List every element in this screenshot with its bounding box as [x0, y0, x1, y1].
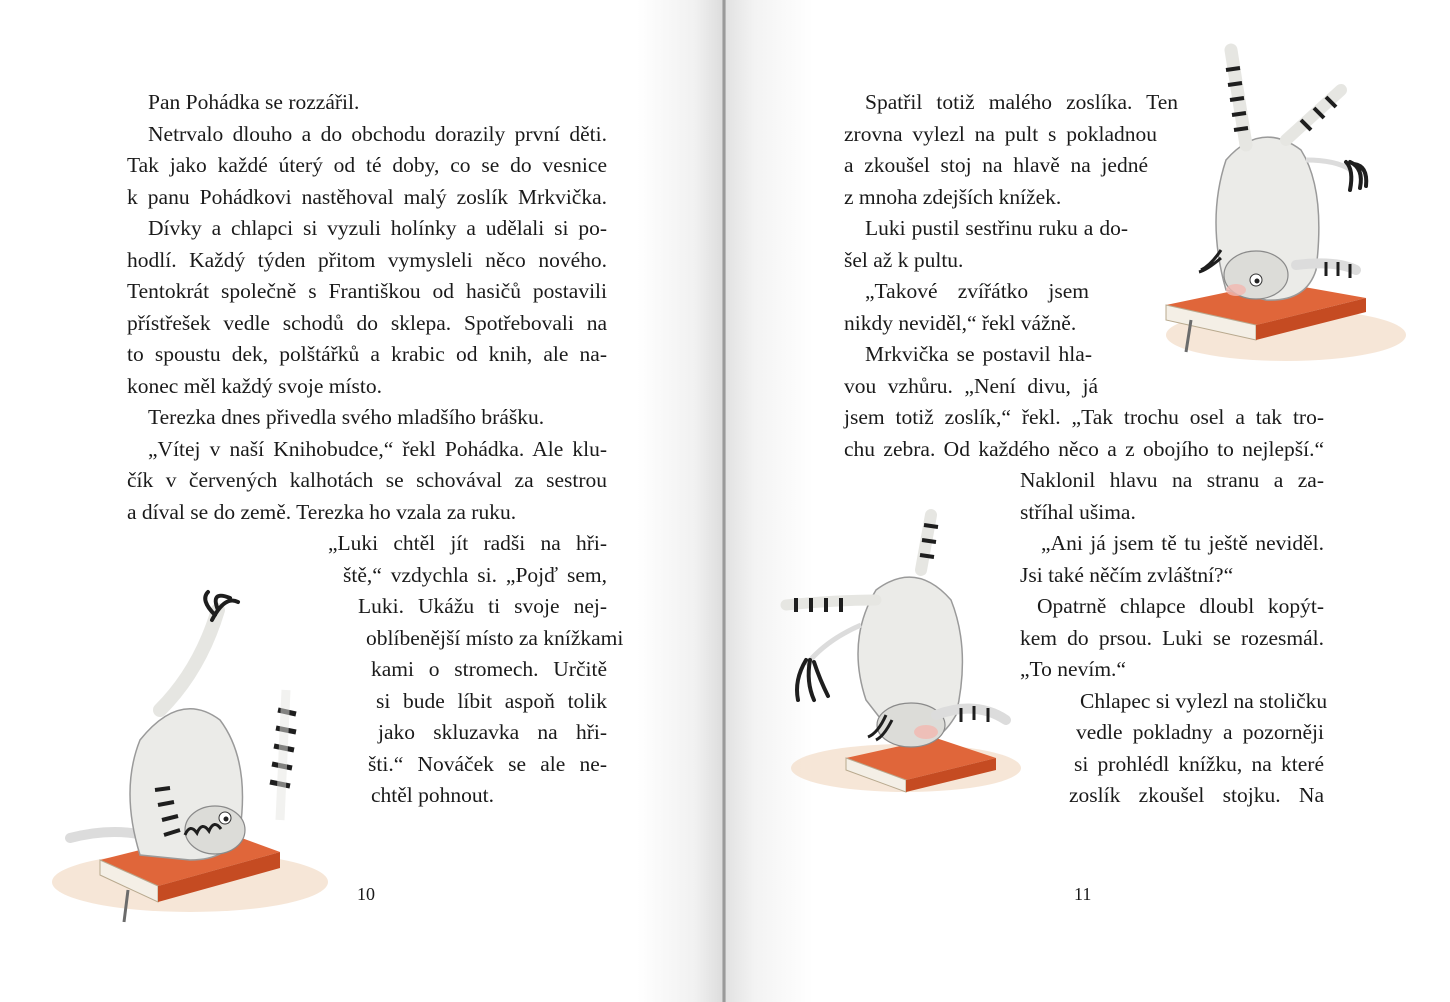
text-line: „Ani já jsem tě tu ještě neviděl.: [1041, 531, 1324, 555]
text-line: Mrkvička se postavil hla-: [865, 342, 1092, 366]
text-line: „Vítej v naší Knihobudce,“ řekl Pohádka. Ale klu-: [148, 437, 607, 461]
text-line: přístřešek vedle schodů do sklepa. Spotřebovali na: [127, 311, 607, 335]
text-line: Luki pustil sestřinu ruku a do-: [865, 216, 1128, 240]
text-line: to spoustu dek, polštářků a krabic od knih, ale na-: [127, 342, 607, 366]
text-line: si prohlédl knížku, na které: [1074, 752, 1324, 776]
text-line: a díval se do země. Terezka ho vzala za ruku.: [127, 500, 517, 524]
text-line: hodlí. Každý týden přitom vymysleli něco nového.: [127, 248, 607, 272]
text-line: si bude líbit aspoň tolik: [376, 689, 607, 713]
zoslik-headstand-bottom-illustration: [766, 500, 1036, 800]
text-line: kem do prsou. Luki se rozesmál.: [1020, 626, 1324, 650]
text-line: jako skluzavka na hři-: [378, 720, 607, 744]
text-line: „To nevím.“: [1020, 657, 1126, 681]
text-line: vou vzhůru. „Není divu, já: [844, 374, 1098, 398]
text-line: konec měl každý svoje místo.: [127, 374, 382, 398]
text-line: Luki. Ukážu ti svoje nej-: [358, 594, 607, 618]
left-page: [0, 0, 724, 1002]
right-page: [726, 0, 1450, 1002]
text-line: z mnoha zdejších knížek.: [844, 185, 1062, 209]
text-line: Netrvalo dlouho a do obchodu dorazily první děti.: [148, 122, 607, 146]
text-line: jsem totiž zoslík,“ řekl. „Tak trochu osel a tak tro-: [844, 405, 1324, 429]
text-line: Terezka dnes přivedla svého mladšího brášku.: [148, 405, 545, 429]
text-line: šel až k pultu.: [844, 248, 964, 272]
text-line: Dívky a chlapci si vyzuli holínky a udělali si po-: [148, 216, 607, 240]
text-line: oblíbenější místo za knížkami: [366, 626, 624, 650]
text-line: „Takové zvířátko jsem: [865, 279, 1089, 303]
text-line: chu zebra. Od každého něco a z obojího to nejlepší.“: [844, 437, 1324, 461]
page-number: 11: [1074, 884, 1092, 904]
text-line: vedle pokladny a pozorněji: [1076, 720, 1324, 744]
text-line: ště,“ vzdychla si. „Pojď sem,: [343, 563, 607, 587]
text-line: Chlapec si vylezl na stoličku: [1080, 689, 1328, 713]
text-line: čík v červených kalhotách se schovával za sestrou: [127, 468, 607, 492]
text-line: „Luki chtěl jít radši na hři-: [328, 531, 607, 555]
text-line: Jsi také něčím zvláštní?“: [1020, 563, 1234, 587]
text-line: šti.“ Nováček se ale ne-: [368, 752, 607, 776]
text-line: zrovna vylezl na pult s pokladnou: [844, 122, 1157, 146]
text-line: Tak jako každé úterý od té doby, co se do vesnice: [127, 153, 607, 177]
text-line: Tentokrát společně s Františkou od hasičů postavili: [127, 279, 607, 303]
text-line: k panu Pohádkovi nastěhoval malý zoslík Mrkvička.: [127, 185, 607, 209]
text-line: a zkoušel stoj na hlavě na jedné: [844, 153, 1148, 177]
text-line: chtěl pohnout.: [371, 783, 495, 807]
text-line: nikdy neviděl,“ řekl vážně.: [844, 311, 1077, 335]
text-line: Opatrně chlapce dloubl kopýt-: [1037, 594, 1324, 618]
page-number: 10: [357, 884, 375, 904]
text-line: stříhal ušima.: [1020, 500, 1136, 524]
text-line: Spatřil totiž malého zoslíka. Ten: [865, 90, 1178, 114]
text-line: zoslík zkoušel stojku. Na: [1069, 783, 1324, 807]
zoslik-headstand-illustration: [40, 590, 330, 930]
zoslik-headstand-top-illustration: [1136, 40, 1396, 370]
text-line: kami o stromech. Určitě: [371, 657, 607, 681]
text-line: Naklonil hlavu na stranu a za-: [1020, 468, 1324, 492]
text-line: Pan Pohádka se rozzářil.: [148, 90, 360, 114]
